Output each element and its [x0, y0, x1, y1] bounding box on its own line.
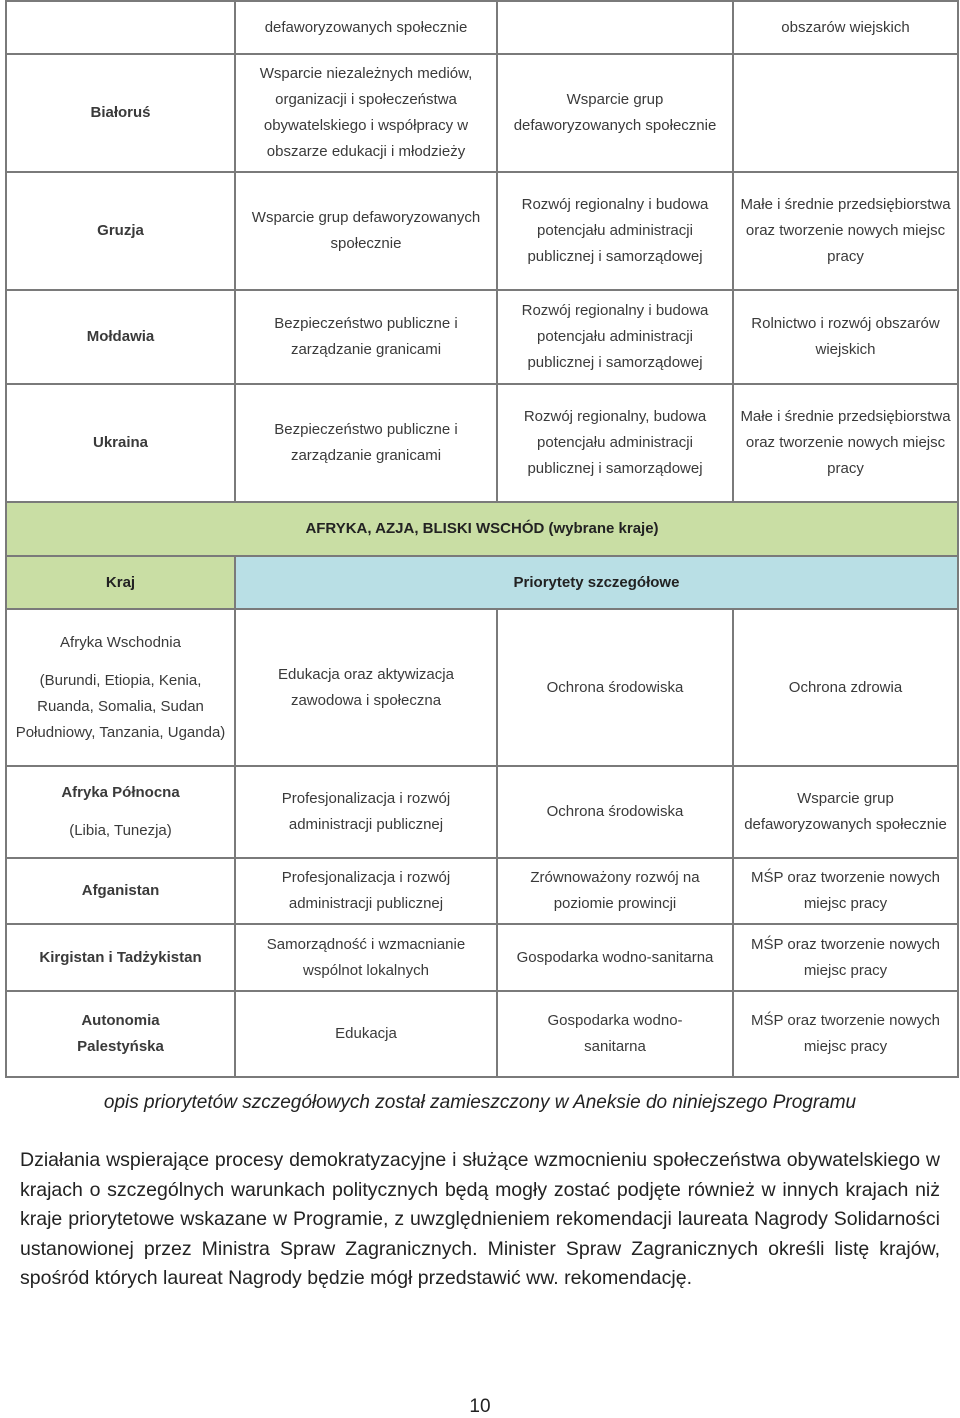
country-cell [6, 766, 235, 858]
priority-cell: Edukacja oraz aktywizacja zawodowa i społeczna [235, 609, 497, 766]
table-row [6, 766, 958, 858]
column-header-country: Kraj [6, 556, 235, 609]
country-cell: Gruzja [6, 172, 235, 290]
table-row [6, 609, 958, 766]
priority-cell: Rolnictwo i rozwój obszarów wiejskich [733, 290, 958, 384]
priority-cell: Edukacja [235, 991, 497, 1077]
country-cell: Mołdawia [6, 290, 235, 384]
table-row [6, 1, 958, 54]
country-subregions: (Libia, Tunezja) [69, 822, 172, 839]
section-header-row [6, 502, 958, 556]
country-name: Afryka Północna [61, 784, 180, 801]
table-row [6, 172, 958, 290]
priority-cell: defaworyzowanych społecznie [235, 1, 497, 54]
priority-cell: obszarów wiejskich [733, 1, 958, 54]
priority-cell: Rozwój regionalny i budowa potencjału administracji publicznej i samorządowej [497, 290, 733, 384]
priority-cell: Bezpieczeństwo publiczne i zarządzanie granicami [235, 290, 497, 384]
table-row [6, 924, 958, 991]
priority-cell: Wsparcie grup defaworyzowanych społecznie [497, 54, 733, 172]
country-cell: Afganistan [6, 858, 235, 924]
column-header-row [6, 556, 958, 609]
priority-cell: Wsparcie grup defaworyzowanych społecznie [733, 766, 958, 858]
priority-cell: Ochrona środowiska [497, 766, 733, 858]
priority-cell: Ochrona zdrowia [733, 609, 958, 766]
priority-cell: MŚP oraz tworzenie nowych miejsc pracy [733, 991, 958, 1077]
priority-cell: Rozwój regionalny i budowa potencjału administracji publicznej i samorządowej [497, 172, 733, 290]
page-number: 10 [469, 1396, 491, 1417]
priority-cell: Wsparcie grup defaworyzowanych społecznie [235, 172, 497, 290]
country-cell: Ukraina [6, 384, 235, 502]
priorities-table [5, 0, 959, 1078]
priority-cell: Małe i średnie przedsiębiorstwa oraz tworzenie nowych miejsc pracy [733, 384, 958, 502]
priority-cell: Gospodarka wodno-sanitarna [497, 991, 733, 1077]
priority-cell: Zrównoważony rozwój na poziomie prowincji [497, 858, 733, 924]
priority-cell: Ochrona środowiska [497, 609, 733, 766]
country-subregions: (Burundi, Etiopia, Kenia, Ruanda, Somalia, Sudan Południowy, Tanzania, Uganda) [15, 671, 226, 741]
table-row [6, 858, 958, 924]
priority-cell [733, 54, 958, 172]
country-cell: Białoruś [6, 54, 235, 172]
body-paragraph: Działania wspierające procesy demokratyzacyjne i służące wzmocnieniu społeczeństwa obywatelskiego w krajach o szczególnych warunkach politycznych będą mogły zostać podjęte również w innych krajach niż kraje priorytetowe wskazane w Programie, z uwzględnieniem rekomendacji laureata Nagrody Solidarności ustanowionej przez Ministra Spraw Zagranicznych. Minister Spraw Zagranicznych określi listę krajów, spośród których laureat Nagrody będzie mógł przedstawić ww. rekomendację. [20, 1149, 940, 1289]
country-cell [6, 609, 235, 766]
annex-note: opis priorytetów szczegółowych został zamieszczony w Aneksie do niniejszego Programu [103, 1092, 857, 1113]
country-cell [6, 1, 235, 54]
priority-cell: Rozwój regionalny, budowa potencjału administracji publicznej i samorządowej [497, 384, 733, 502]
priority-cell: Bezpieczeństwo publiczne i zarządzanie granicami [235, 384, 497, 502]
priority-cell: MŚP oraz tworzenie nowych miejsc pracy [733, 858, 958, 924]
section-title: AFRYKA, AZJA, BLISKI WSCHÓD (wybrane kraje) [6, 502, 958, 556]
column-header-priorities: Priorytety szczegółowe [235, 556, 958, 609]
priority-cell: Profesjonalizacja i rozwój administracji publicznej [235, 858, 497, 924]
table-row [6, 991, 958, 1077]
country-cell: Kirgistan i Tadżykistan [6, 924, 235, 991]
table-row [6, 290, 958, 384]
table-row [6, 384, 958, 502]
priority-cell: Profesjonalizacja i rozwój administracji publicznej [235, 766, 497, 858]
country-cell: Autonomia Palestyńska [6, 991, 235, 1077]
priority-cell [497, 1, 733, 54]
priority-cell: MŚP oraz tworzenie nowych miejsc pracy [733, 924, 958, 991]
priority-cell: Samorządność i wzmacnianie wspólnot lokalnych [235, 924, 497, 991]
priority-cell: Małe i średnie przedsiębiorstwa oraz tworzenie nowych miejsc pracy [733, 172, 958, 290]
priority-cell: Wsparcie niezależnych mediów, organizacji i społeczeństwa obywatelskiego i współpracy w obszarze edukacji i młodzieży [235, 54, 497, 172]
country-name: Afryka Wschodnia [60, 633, 181, 651]
priority-cell: Gospodarka wodno-sanitarna [497, 924, 733, 991]
table-row [6, 54, 958, 172]
